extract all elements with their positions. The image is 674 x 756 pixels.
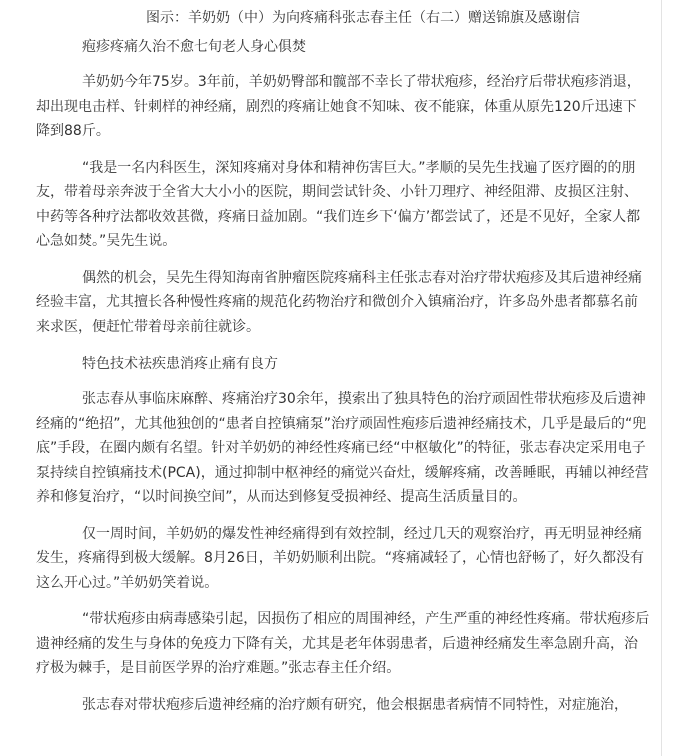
- paragraph-7: 张志春对带状疱疹后遗神经痛的治疗颇有研究，他会根据患者病情不同特性，对症施治，: [82, 696, 628, 713]
- paragraph-5: 仅一周时间，羊奶奶的爆发性神经痛得到有效控制，经过几天的观察治疗，再无明显神经痛发生，疼痛得到极大缓解。8月26日，羊奶奶顺利出院。“疼痛减轻了，心情也舒畅了，好久都没有这么开心过。”羊奶奶笑着说。: [36, 525, 644, 591]
- image-caption: 图示：羊奶奶（中）为向疼痛科张志春主任（右二）赠送锦旗及感谢信: [146, 10, 580, 26]
- spacer: [36, 375, 650, 387]
- spacer: [36, 339, 650, 353]
- spacer: [36, 58, 650, 70]
- spacer: [36, 681, 650, 693]
- section-heading-1: 疱疹疼痛久治不愈七旬老人身心俱焚: [82, 39, 306, 55]
- paragraph-6: “带状疱疹由病毒感染引起，因损伤了相应的周围神经，产生严重的神经性疼痛。带状疱疹后遗神经痛的发生与身体的免疫力下降有关，尤其是老年体弱患者，后遗神经痛发生率急剧升高，治疗极为棘手，是目前医学界的治疗难题。”张志春主任介绍。: [36, 611, 650, 676]
- spacer: [36, 254, 650, 266]
- paragraph-4: 张志春从事临床麻醉、疼痛治疗30余年，摸索出了独具特色的治疗顽固性带状疱疹及后遗神经痛的“绝招”，尤其他独创的“患者自控镇痛泵”治疗顽固性疱疹后遗神经痛技术，几乎是最后的“兜底”手段，在圈内颇有名望。针对羊奶奶的神经性疼痛已经“中枢敏化”的特征，张志春决定采用电子泵持续自控镇痛技术(PCA)，通过抑制中枢神经的痛觉兴奋灶，缓解疼痛，改善睡眠，再辅以神经营养和修复治疗，“以时间换空间”，从而达到修复受损神经、提高生活质量目的。: [36, 391, 649, 505]
- spacer: [36, 510, 650, 522]
- right-border-line: [661, 0, 662, 756]
- paragraph-1: 羊奶奶今年75岁。3年前，羊奶奶臀部和髋部不幸长了带状疱疹，经治疗后带状疱疹消退，却出现电击样、针刺样的神经痛，剧烈的疼痛让她食不知味、夜不能寐，体重从原先120斤迅速下降到88斤。: [36, 74, 641, 139]
- spacer: [36, 595, 650, 607]
- paragraph-2: “我是一名内科医生，深知疼痛对身体和精神伤害巨大。”孝顺的吴先生找遍了医疗圈的的朋友，带着母亲奔波于全省大大小小的医院，期间尝试针灸、小针刀理疗、神经阻滞、皮损区注射、中药等各种疗法都收效甚微，疼痛日益加剧。“我们连乡下‘偏方’都尝试了，还是不见好，全家人都心急如焚。”吴先生说。: [36, 159, 641, 249]
- spacer: [36, 144, 650, 156]
- paragraph-3: 偶然的机会，吴先生得知海南省肿瘤医院疼痛科主任张志春对治疗带状疱疹及其后遗神经痛经验丰富，尤其擅长各种慢性疼痛的规范化药物治疗和微创介入镇痛治疗，许多岛外患者都慕名前来求医，便赶忙带着母亲前往就诊。: [36, 269, 642, 335]
- section-heading-2: 特色技术祛疾患消疼止痛有良方: [82, 356, 278, 372]
